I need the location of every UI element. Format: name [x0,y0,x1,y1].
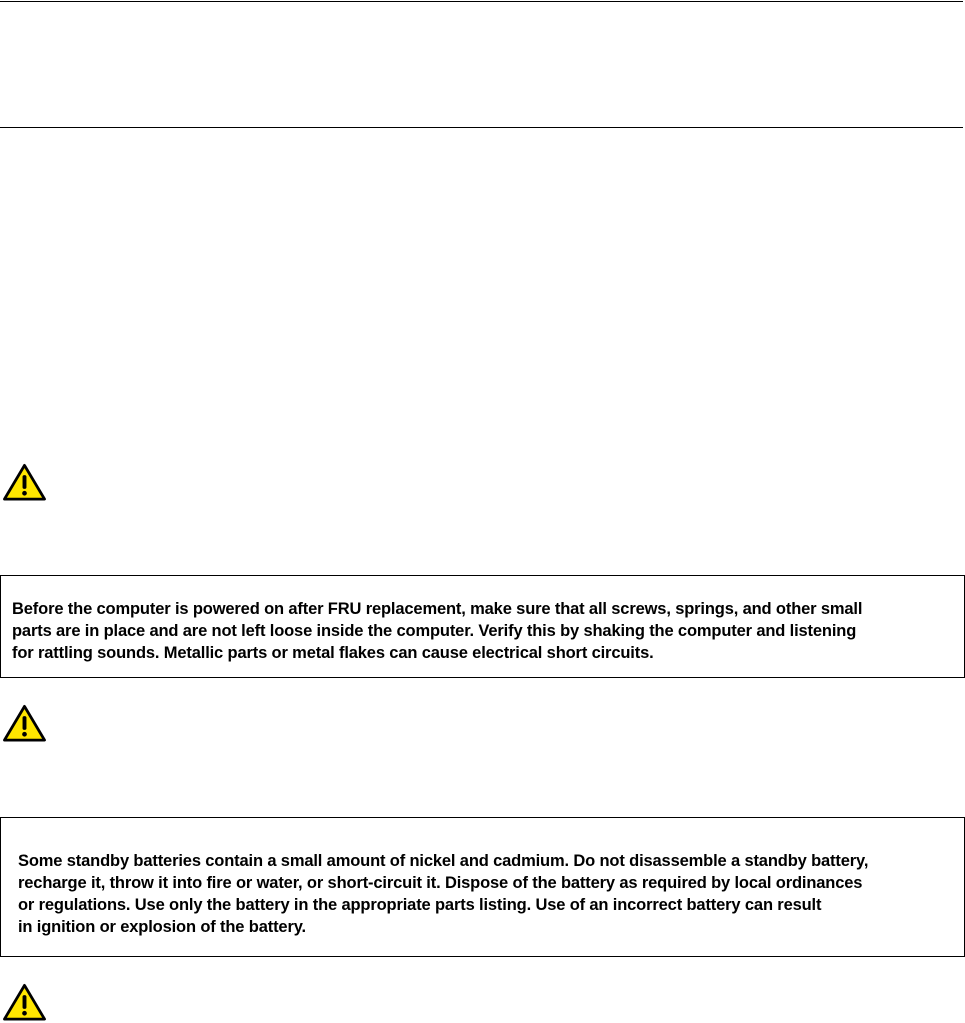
notice-line: parts are in place and are not left loose inside the computer. Verify this by shaking the computer and listening [12,622,857,640]
notice-line: or regulations. Use only the battery in the appropriate parts listing. Use of an incorrect battery can result [18,896,822,914]
notice-line: Before the computer is powered on after FRU replacement, make sure that all screws, springs, and other small [12,600,863,618]
notice-line: Some standby batteries contain a small amount of nickel and cadmium. Do not disassemble a standby battery, [18,852,869,870]
warning-triangle-icon [2,462,47,502]
top-divider [0,1,963,2]
warning-triangle-icon [2,982,47,1022]
warning-triangle-icon [2,703,47,743]
notice-line: recharge it, throw it into fire or water, or short-circuit it. Dispose of the battery as required by local ordinances [18,874,863,892]
header-divider [0,127,963,128]
notice-line: for rattling sounds. Metallic parts or metal flakes can cause electrical short circuits. [12,644,654,662]
notice-line: in ignition or explosion of the battery. [18,918,306,936]
caution-notice-battery [0,817,965,957]
caution-notice-screws [0,575,965,678]
